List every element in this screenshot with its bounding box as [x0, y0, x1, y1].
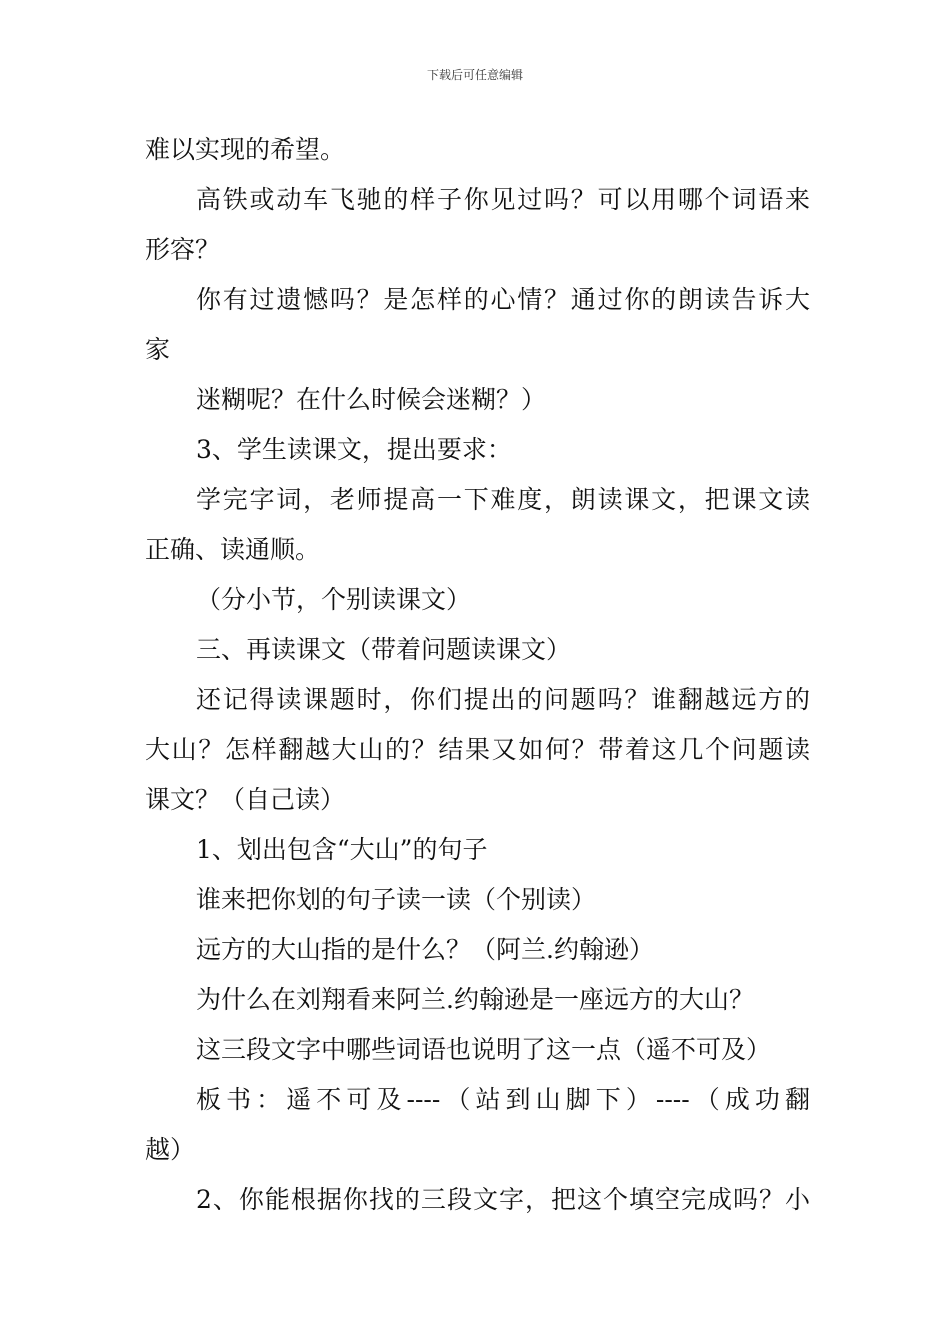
paragraph-line-17: 远方的大山指的是什么？（阿兰.约翰逊）	[196, 935, 654, 964]
paragraph-line-6: 迷糊呢？在什么时候会迷糊？）	[196, 385, 547, 414]
paragraph-line-15: 1、划出包含“大山”的句子	[196, 835, 488, 864]
paragraph-line-13: 大山？怎样翻越大山的？结果又如何？带着这几个问题读	[145, 735, 810, 764]
paragraph-line-5: 家	[145, 335, 171, 364]
paragraph-line-21: 越）	[145, 1135, 196, 1164]
paragraph-line-2: 高铁或动车飞驰的样子你见过吗？可以用哪个词语来	[196, 185, 810, 214]
paragraph-line-3: 形容？	[145, 235, 221, 264]
header-note: 下载后可任意编辑	[426, 68, 523, 82]
paragraph-line-18: 为什么在刘翔看来阿兰.约翰逊是一座远方的大山？	[196, 985, 754, 1014]
paragraph-line-14: 课文？（自己读）	[145, 785, 346, 814]
paragraph-line-4: 你有过遗憾吗？是怎样的心情？通过你的朗读告诉大	[196, 285, 810, 314]
paragraph-line-9: 正确、读通顺。	[145, 535, 321, 564]
blackboard-note: 板书：遥不可及----（站到山脚下）----（成功翻	[196, 1085, 810, 1114]
paragraph-line-12: 还记得读课题时，你们提出的问题吗？谁翻越远方的	[196, 685, 810, 714]
paragraph-line-16: 谁来把你划的句子读一读（个别读）	[196, 885, 597, 914]
paragraph-line-7: 3、学生读课文，提出要求：	[196, 435, 512, 464]
paragraph-line-22: 2、你能根据你找的三段文字，把这个填空完成吗？小	[196, 1185, 810, 1214]
paragraph-line-10: （分小节，个别读课文）	[196, 585, 472, 614]
paragraph-line-19: 这三段文字中哪些词语也说明了这一点（遥不可及）	[196, 1035, 772, 1064]
section-heading: 三、再读课文（带着问题读课文）	[196, 635, 572, 664]
paragraph-line-8: 学完字词，老师提高一下难度，朗读课文，把课文读	[196, 485, 810, 514]
paragraph-line-1: 难以实现的希望。	[145, 135, 346, 164]
